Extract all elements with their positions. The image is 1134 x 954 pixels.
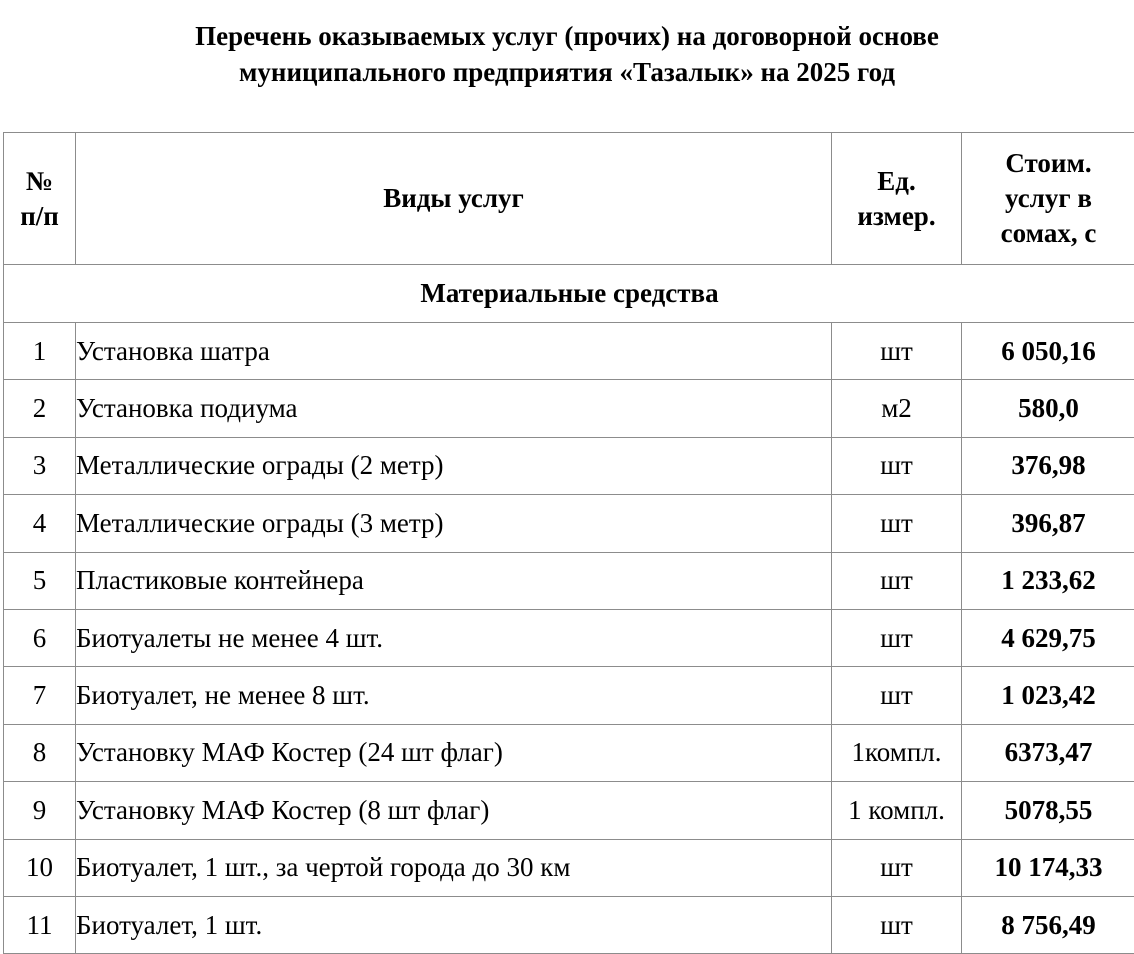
table-row (4, 609, 1134, 666)
table-row (4, 437, 1134, 494)
table-row (4, 839, 1134, 896)
row-service-name: Биотуалеты не менее 4 шт. (76, 609, 832, 666)
row-number: 6 (4, 609, 76, 666)
table-row (4, 896, 1134, 953)
row-unit: шт (832, 437, 962, 494)
document-title (0, 18, 1134, 90)
row-number: 7 (4, 667, 76, 724)
row-unit: 1компл. (832, 724, 962, 781)
table-row (4, 323, 1134, 380)
row-cost: 376,98 (962, 437, 1134, 494)
document-title-line-1: Перечень оказываемых услуг (прочих) на договорной основе (195, 21, 939, 51)
table-row (4, 380, 1134, 437)
row-unit: шт (832, 667, 962, 724)
row-service-name: Установка подиума (76, 380, 832, 437)
header-service-type: Виды услуг (76, 133, 832, 265)
table-row (4, 552, 1134, 609)
row-unit: шт (832, 495, 962, 552)
row-cost: 6373,47 (962, 724, 1134, 781)
row-cost: 580,0 (962, 380, 1134, 437)
row-service-name: Биотуалет, не менее 8 шт. (76, 667, 832, 724)
row-number: 9 (4, 782, 76, 839)
section-title: Материальные средства (4, 265, 1134, 323)
row-cost: 8 756,49 (962, 896, 1134, 953)
document-title-line-2: муниципального предприятия «Тазалык» на 2025 год (239, 57, 895, 87)
row-unit: шт (832, 552, 962, 609)
row-number: 2 (4, 380, 76, 437)
table-row (4, 724, 1134, 781)
row-cost: 6 050,16 (962, 323, 1134, 380)
row-unit: шт (832, 896, 962, 953)
services-price-table (3, 132, 1134, 954)
row-cost: 10 174,33 (962, 839, 1134, 896)
table-header-row (4, 133, 1134, 265)
row-service-name: Металлические ограды (3 метр) (76, 495, 832, 552)
row-service-name: Металлические ограды (2 метр) (76, 437, 832, 494)
row-service-name: Биотуалет, 1 шт., за чертой города до 30 км (76, 839, 832, 896)
row-number: 8 (4, 724, 76, 781)
header-cost: Стоим. услуг в сомах, с (962, 133, 1134, 265)
row-number: 10 (4, 839, 76, 896)
row-service-name: Пластиковые контейнера (76, 552, 832, 609)
row-cost: 396,87 (962, 495, 1134, 552)
row-unit: шт (832, 609, 962, 666)
row-cost: 1 233,62 (962, 552, 1134, 609)
row-number: 3 (4, 437, 76, 494)
row-number: 5 (4, 552, 76, 609)
row-cost: 5078,55 (962, 782, 1134, 839)
row-cost: 1 023,42 (962, 667, 1134, 724)
row-unit: шт (832, 839, 962, 896)
row-unit: м2 (832, 380, 962, 437)
table-row (4, 782, 1134, 839)
header-unit: Ед. измер. (832, 133, 962, 265)
row-number: 11 (4, 896, 76, 953)
row-unit: 1 компл. (832, 782, 962, 839)
row-number: 1 (4, 323, 76, 380)
row-number: 4 (4, 495, 76, 552)
table-body (4, 323, 1134, 954)
table-row (4, 495, 1134, 552)
row-cost: 4 629,75 (962, 609, 1134, 666)
section-row (4, 265, 1134, 323)
table-row (4, 667, 1134, 724)
row-service-name: Установка шатра (76, 323, 832, 380)
row-unit: шт (832, 323, 962, 380)
row-service-name: Биотуалет, 1 шт. (76, 896, 832, 953)
row-service-name: Установку МАФ Костер (8 шт флаг) (76, 782, 832, 839)
row-service-name: Установку МАФ Костер (24 шт флаг) (76, 724, 832, 781)
header-number: № п/п (4, 133, 76, 265)
